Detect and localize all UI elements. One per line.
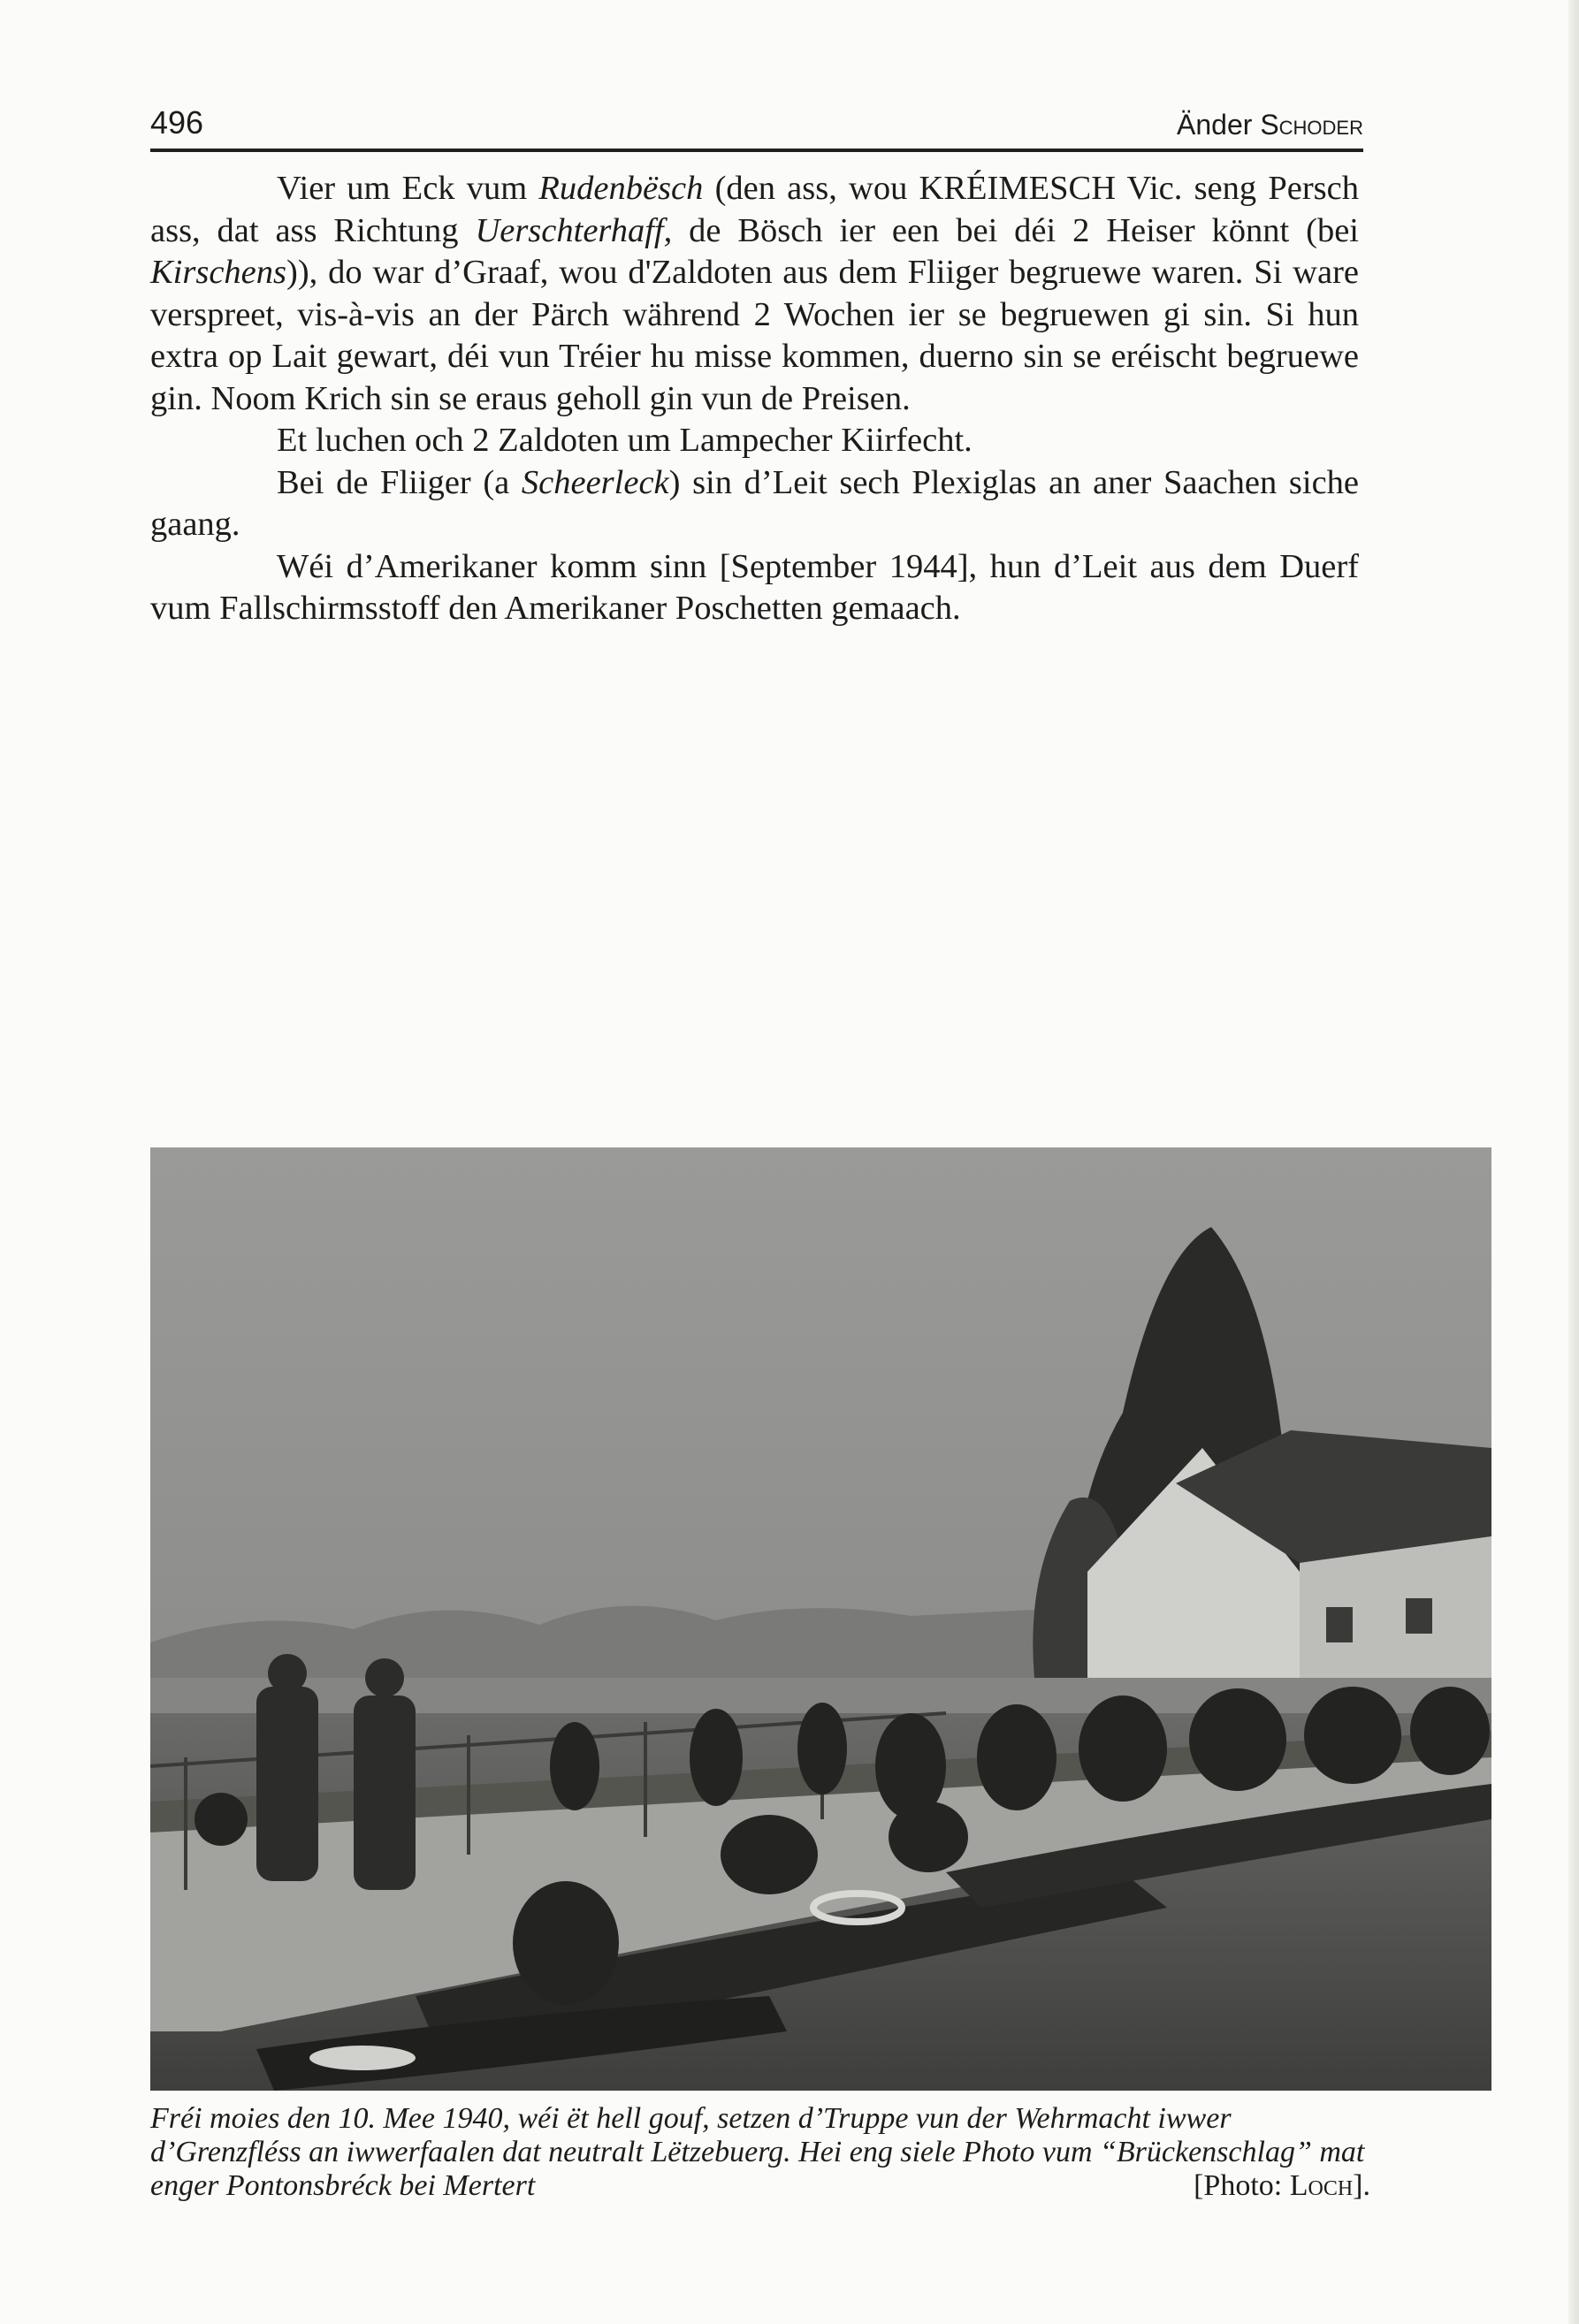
text-run: )), do war d’Graaf, wou d'Zaldoten aus dem Fliiger begruewe waren. Si ware verspreet, vis-à-vis an der Pärch während 2 Wochen ier se begruewen gi sin. Si hun extra op Lait gewart, déi vun Tréier hu misse kommen, duerno sin se eréischt begruewe gin. Noom Krich sin se eraus geholl gin vun de Preisen.: [150, 254, 1359, 417]
photo-credit: [1194, 2169, 1370, 2203]
text-run: Bei de Fliiger (a: [277, 463, 522, 501]
italic-text: Kirschens: [150, 254, 286, 291]
author-last-name: Schoder: [1260, 109, 1363, 141]
credit-suffix: ].: [1353, 2169, 1370, 2202]
running-head-author: [1177, 109, 1363, 141]
paragraph: [150, 420, 1359, 462]
text-run: de Bösch ier een bei déi 2 Heiser könnt (bei: [672, 211, 1359, 249]
italic-text: Scheerleck: [521, 463, 669, 501]
credit-name: Loch: [1289, 2169, 1354, 2202]
page-header: [150, 95, 1363, 152]
photo-caption: [150, 2102, 1370, 2203]
photo-illustration: [150, 1147, 1491, 2091]
text-run: (den ass, wou KRÉIMESCH Vic. seng Persch ass, dat ass Richtung: [150, 170, 1359, 249]
photo-pontoon-bridge: [150, 1147, 1491, 2091]
paragraph: [150, 168, 1359, 420]
body-text: [150, 168, 1359, 630]
caption-text: Fréi moies den 10. Mee 1940, wéi ët hell gouf, setzen d’Truppe vun der Wehrmacht iwwer d’Grenzfléss an iwwerfaalen dat neutralt Lëtzebuerg. Hei eng siele Photo vum “Brückenschlag” mat enger Pontonsbréck bei Mertert: [150, 2102, 1365, 2202]
text-run: Et luchen och 2 Zaldoten um Lampecher Kiirfecht.: [277, 422, 973, 459]
text-run: Vier um Eck vum: [277, 170, 539, 207]
text-run: Wéi d’Amerikaner komm sinn [September 1944], hun d’Leit aus dem Duerf vum Fallschirmsstoff den Amerikaner Poschetten gemaach.: [150, 547, 1359, 627]
italic-text: Uerschterhaff,: [475, 211, 673, 249]
text-run: ) sin d’Leit sech Plexiglas an aner Saachen siche gaang.: [150, 463, 1360, 543]
credit-prefix: [Photo:: [1194, 2169, 1290, 2202]
paragraph: [150, 546, 1359, 630]
page-edge-shadow: [1568, 0, 1579, 2324]
page-number: 496: [150, 104, 204, 141]
paragraph: [150, 462, 1359, 546]
author-first-name: Änder: [1177, 109, 1253, 141]
italic-text: Rudenbësch: [538, 170, 704, 207]
